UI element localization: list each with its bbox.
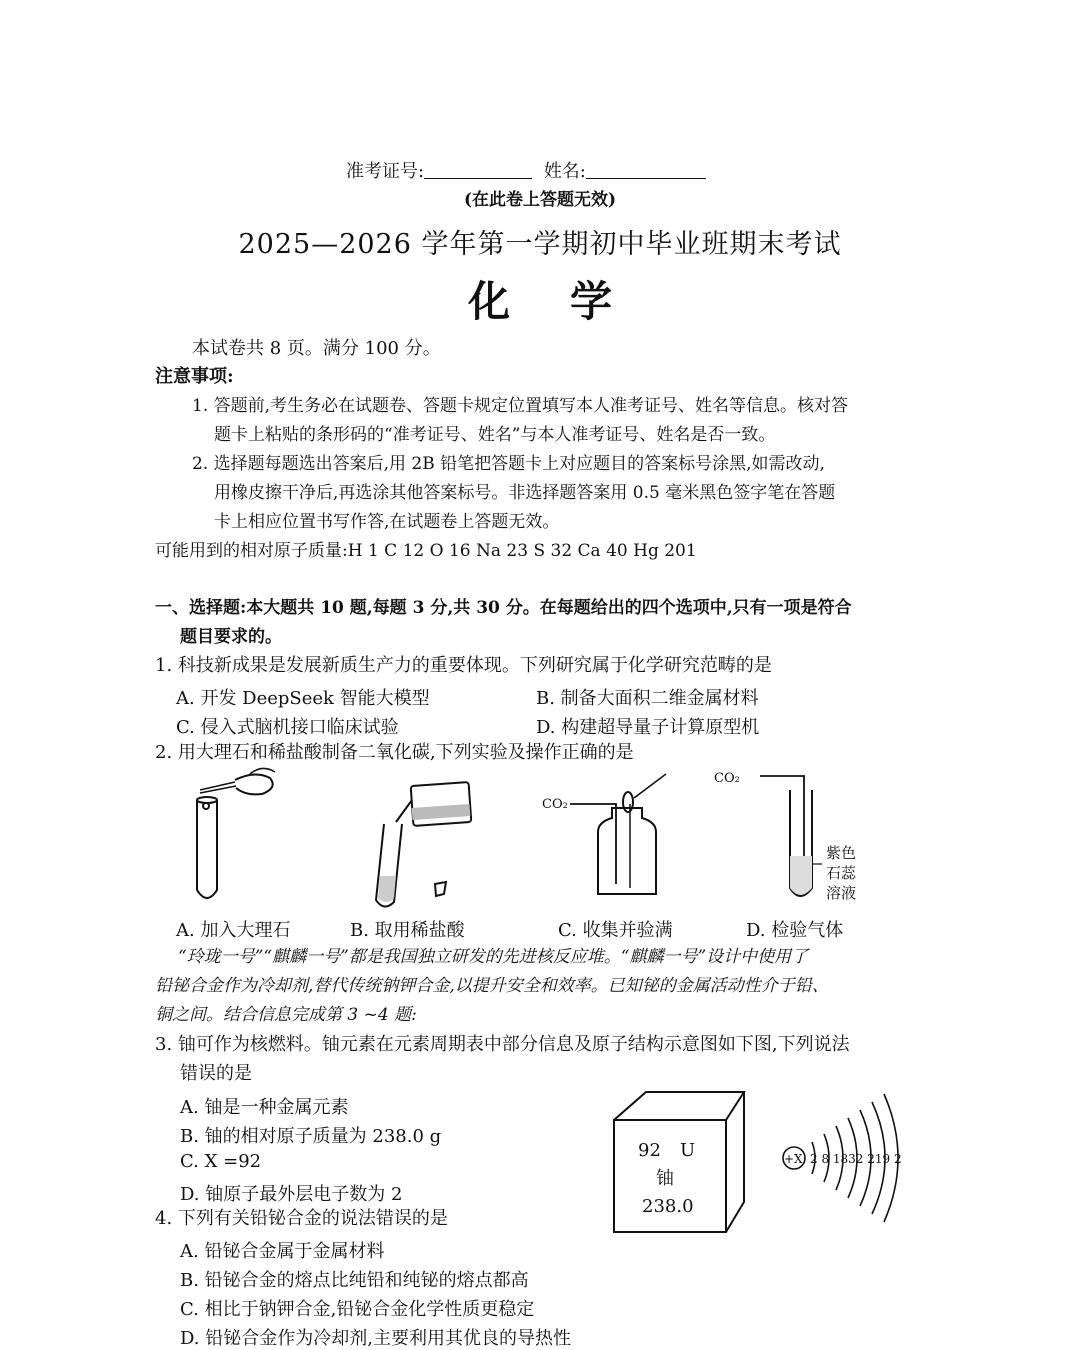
q2-option-c: C. 收集并验满 xyxy=(558,920,673,941)
q2-option-a: A. 加入大理石 xyxy=(176,920,291,941)
q3-option-d: D. 铀原子最外层电子数为 2 xyxy=(180,1184,403,1205)
passage-line-3: 铜之间。结合信息完成第 3 ~4 题: xyxy=(155,1005,417,1025)
nucleus-label: +X xyxy=(784,1152,803,1166)
invalid-note: (在此卷上答题无效) xyxy=(463,190,617,210)
note-2-line-2: 用橡皮擦干净后,再选涂其他答案标号。非选择题答案用 0.5 毫米黑色签字笔在答题 xyxy=(214,483,836,503)
notes-heading: 注意事项: xyxy=(155,366,234,387)
note-1-line-2: 题卡上粘贴的条形码的“准考证号、姓名”与本人准考证号、姓名是否一致。 xyxy=(214,425,776,445)
name-blank xyxy=(586,160,706,179)
admission-blank xyxy=(424,160,532,179)
q2-apparatus-figures xyxy=(0,760,1080,920)
subject-title: 化学 xyxy=(467,277,672,326)
q4-option-c: C. 相比于钠钾合金,铅铋合金化学性质更稳定 xyxy=(180,1299,535,1320)
q3-uranium-figure xyxy=(600,1080,920,1240)
note-1-line-1: 1. 答题前,考生务必在试题卷、答题卡规定位置填写本人准考证号、姓名等信息。核对答 xyxy=(192,396,849,416)
figure-c-gas-bottle xyxy=(570,774,666,894)
litmus-label-1: 紫色 xyxy=(826,844,857,862)
q1-option-b: B. 制备大面积二维金属材料 xyxy=(536,688,759,709)
litmus-label-2: 石蕊 xyxy=(826,864,857,882)
co2-label-c: CO₂ xyxy=(542,797,568,812)
section-1-line-1: 一、选择题:本大题共 10 题,每题 3 分,共 30 分。在每题给出的四个选项中,只有一项是符合 xyxy=(155,598,852,618)
cell-mass: 238.0 xyxy=(642,1196,694,1217)
atomic-masses: 可能用到的相对原子质量:H 1 C 12 O 16 Na 23 S 32 Ca 40 Hg 201 xyxy=(155,541,697,561)
q3-option-a: A. 铀是一种金属元素 xyxy=(180,1097,349,1118)
figure-b-pouring xyxy=(376,782,471,907)
admission-row xyxy=(346,160,706,183)
exam-title: 2025—2026 学年第一学期初中毕业班期末考试 xyxy=(238,229,842,260)
passage-line-2: 铅铋合金作为冷却剂,替代传统钠钾合金,以提升安全和效率。已知铋的金属活动性介于铅、 xyxy=(155,976,829,996)
q2-option-d: D. 检验气体 xyxy=(746,920,844,941)
q1-stem: 1. 科技新成果是发展新质生产力的重要体现。下列研究属于化学研究范畴的是 xyxy=(155,655,772,676)
name-label: 姓名: xyxy=(543,161,586,182)
cell-symbol: U xyxy=(680,1140,696,1161)
admission-label: 准考证号: xyxy=(346,161,425,182)
cell-name: 铀 xyxy=(656,1168,674,1189)
section-1-line-2: 题目要求的。 xyxy=(180,627,282,647)
co2-label-d: CO₂ xyxy=(714,771,740,786)
electron-shells: 2 8 1832 219 2 xyxy=(810,1152,902,1166)
q4-option-b: B. 铅铋合金的熔点比纯铅和纯铋的熔点都高 xyxy=(180,1270,529,1291)
note-2-line-1: 2. 选择题每题选出答案后,用 2B 铅笔把答题卡上对应题目的答案标号涂黑,如需改动, xyxy=(192,454,825,474)
q1-option-a: A. 开发 DeepSeek 智能大模型 xyxy=(176,688,430,709)
litmus-label-3: 溶液 xyxy=(826,884,857,902)
q4-option-d: D. 铅铋合金作为冷却剂,主要利用其优良的导热性 xyxy=(180,1328,571,1349)
q4-stem: 4. 下列有关铅铋合金的说法错误的是 xyxy=(155,1208,448,1229)
q2-option-b: B. 取用稀盐酸 xyxy=(350,920,465,941)
cell-atomic-number: 92 xyxy=(638,1140,661,1161)
figure-d-litmus-tube xyxy=(760,776,822,896)
q3-stem-line-1: 3. 铀可作为核燃料。铀元素在元素周期表中部分信息及原子结构示意图如下图,下列说法 xyxy=(155,1034,850,1055)
q1-option-d: D. 构建超导量子计算原型机 xyxy=(536,717,760,738)
q2-stem: 2. 用大理石和稀盐酸制备二氧化碳,下列实验及操作正确的是 xyxy=(155,742,634,763)
q3-stem-line-2: 错误的是 xyxy=(180,1063,252,1084)
note-2-line-3: 卡上相应位置书写作答,在试题卷上答题无效。 xyxy=(214,512,560,532)
exam-info: 本试卷共 8 页。满分 100 分。 xyxy=(192,338,441,359)
q3-option-b: B. 铀的相对原子质量为 238.0 g xyxy=(180,1126,442,1147)
figure-a-test-tube xyxy=(197,768,275,898)
q3-option-c: C. X =92 xyxy=(180,1151,262,1172)
passage-line-1: “玲珑一号”“麒麟一号”都是我国独立研发的先进核反应堆。“麒麟一号”设计中使用了 xyxy=(178,947,809,967)
q1-option-c: C. 侵入式脑机接口临床试验 xyxy=(176,717,399,738)
q4-option-a: A. 铅铋合金属于金属材料 xyxy=(180,1241,385,1262)
